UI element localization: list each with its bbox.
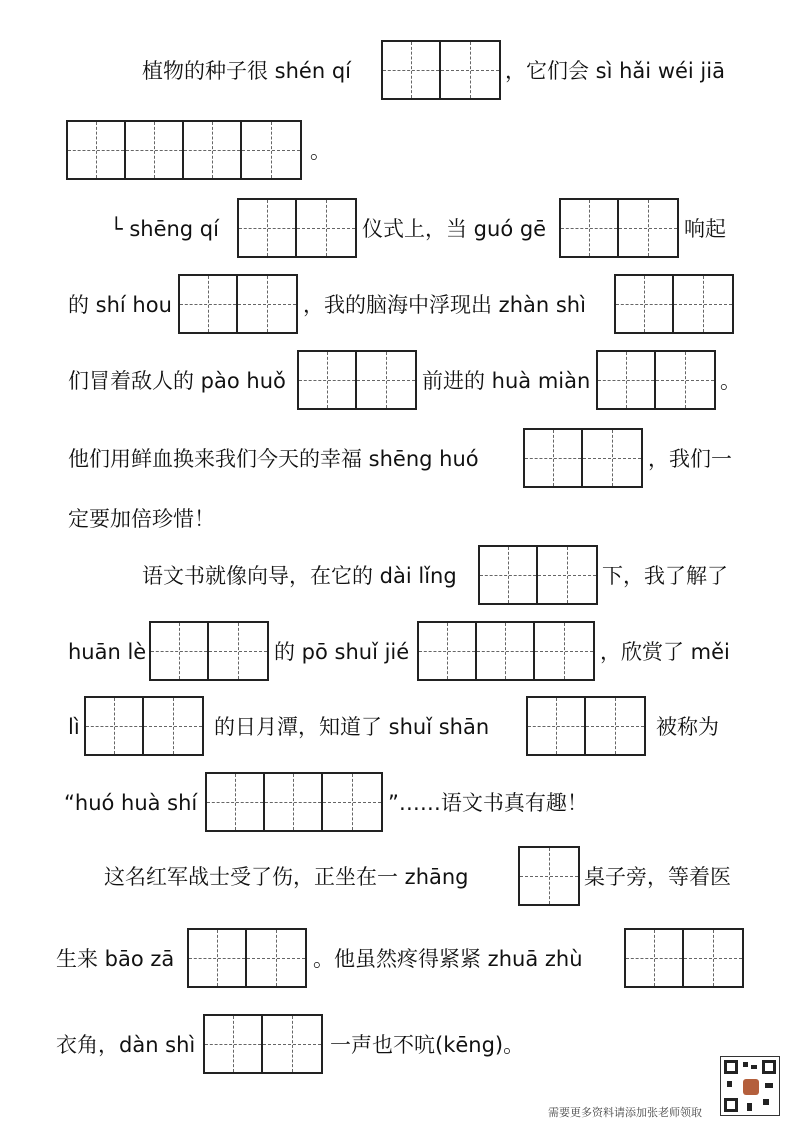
text-segment: huān lè (68, 640, 147, 664)
footer-note: 需要更多资料请添加张老师领取 (548, 1106, 702, 1119)
text-segment: 下，我了解了 (602, 564, 728, 588)
answer-box-huan-le[interactable] (149, 621, 269, 681)
text-segment: 桌子旁，等着医 (584, 865, 731, 889)
text-segment: ，它们会 sì hǎi wéi jiā (505, 59, 725, 83)
text-segment: lì (68, 715, 80, 739)
answer-box-shui-shan[interactable] (526, 696, 646, 756)
qr-finder (724, 1060, 738, 1074)
text-segment: ，我的脑海中浮现出 zhàn shì (303, 293, 586, 317)
answer-box-hua-mian[interactable] (596, 350, 716, 410)
text-segment: 仪式上，当 guó gē (362, 217, 547, 241)
answer-box-sheng-huo[interactable] (523, 428, 643, 488)
text-segment: 定要加倍珍惜！ (68, 507, 215, 531)
answer-box-bao-za[interactable] (187, 928, 307, 988)
text-segment: 的 shí hou (68, 293, 172, 317)
text-segment: 这名红军战士受了伤，正坐在一 zhāng (104, 865, 469, 889)
text-segment: 被称为 (656, 715, 719, 739)
text-segment: 前进的 huà miàn (422, 369, 591, 393)
answer-box-zhua-zhu[interactable] (624, 928, 744, 988)
text-segment: “huó huà shí (64, 791, 198, 815)
text-segment: ，欣赏了 měi (600, 640, 730, 664)
text-segment: 一声也不吭(kēng)。 (330, 1033, 525, 1057)
text-segment: 。他虽然疼得紧紧 zhuā zhù (313, 947, 583, 971)
qr-finder (762, 1060, 776, 1074)
text-segment: 语文书就像向导，在它的 dài lǐng (142, 564, 457, 588)
answer-box-mei-li[interactable] (84, 696, 204, 756)
answer-box-huo-hua-shi[interactable] (205, 772, 383, 832)
text-segment: ，我们一 (648, 447, 732, 471)
text-segment: 的日月潭，知道了 shuǐ shān (214, 715, 490, 739)
answer-box-zhan-shi[interactable] (614, 274, 734, 334)
answer-box-pao-huo[interactable] (297, 350, 417, 410)
qr-finder (724, 1098, 738, 1112)
text-segment: ”……语文书真有趣！ (388, 791, 588, 815)
answer-box-shi-hou[interactable] (178, 274, 298, 334)
text-segment: 。 (720, 369, 741, 393)
text-segment: 们冒着敌人的 pào huǒ (68, 369, 286, 393)
text-segment: 。 (310, 139, 331, 163)
text-segment: 响起 (684, 217, 726, 241)
answer-box-zhang[interactable] (518, 846, 580, 906)
text-segment: └ shēng qí (110, 217, 219, 241)
answer-box-dai-ling[interactable] (478, 545, 598, 605)
answer-box-dan-shi[interactable] (203, 1014, 323, 1074)
answer-box-si-hai-wei-jia[interactable] (66, 120, 302, 180)
qr-code (720, 1056, 780, 1116)
text-segment: 的 pō shuǐ jié (274, 640, 410, 664)
answer-box-shen-qi[interactable] (381, 40, 501, 100)
avatar (743, 1079, 759, 1095)
answer-box-guo-ge[interactable] (559, 198, 679, 258)
text-segment: 他们用鲜血换来我们今天的幸福 shēng huó (68, 447, 479, 471)
text-segment: 生来 bāo zā (56, 947, 175, 971)
text-segment: 衣角，dàn shì (56, 1033, 196, 1057)
answer-box-po-shui-jie[interactable] (417, 621, 595, 681)
text-segment: 植物的种子很 shén qí (142, 59, 351, 83)
answer-box-sheng-qi[interactable] (237, 198, 357, 258)
